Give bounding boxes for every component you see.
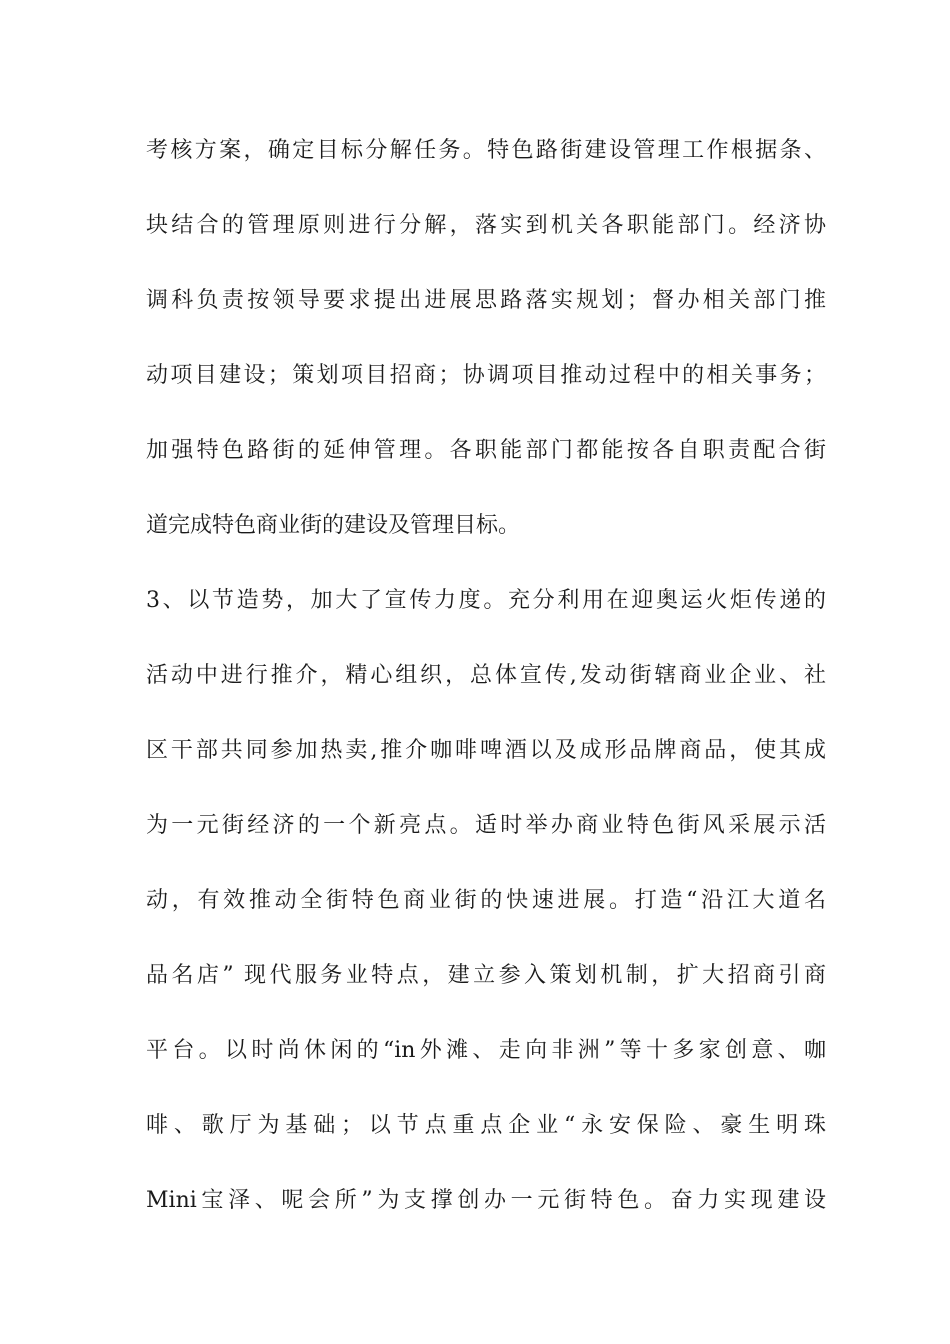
text-line-2: 块结合的管理原则进行分解，落实到机关各职能部门。经济协 bbox=[146, 213, 826, 238]
text-line-5: 加强特色路街的延伸管理。各职能部门都能按各自职责配合街 bbox=[146, 438, 826, 463]
text-line-10: 为一元街经济的一个新亮点。适时举办商业特色街风采展示活 bbox=[146, 813, 826, 838]
text-line-7: 3、以节造势，加大了宣传力度。充分利用在迎奥运火炬传递的 bbox=[146, 588, 826, 613]
text-line-1: 考核方案，确定目标分解任务。特色路街建设管理工作根据条、 bbox=[146, 138, 826, 163]
text-line-15: Mini宝泽、呢会所”为支撑创办一元街特色。奋力实现建设 bbox=[146, 1188, 826, 1213]
text-line-12: 品名店” 现代服务业特点，建立参入策划机制，扩大招商引商 bbox=[146, 963, 826, 988]
text-line-11: 动，有效推动全街特色商业街的快速进展。打造“沿江大道名 bbox=[146, 888, 826, 913]
text-line-9: 区干部共同参加热卖,推介咖啡啤酒以及成形品牌商品，使其成 bbox=[146, 738, 826, 763]
text-line-14: 啡、歌厅为基础；以节点重点企业“永安保险、豪生明珠 bbox=[146, 1113, 826, 1138]
text-line-6: 道完成特色商业街的建设及管理目标。 bbox=[146, 513, 521, 538]
text-line-4: 动项目建设；策划项目招商；协调项目推动过程中的相关事务； bbox=[146, 363, 826, 388]
text-line-8: 活动中进行推介，精心组织，总体宣传,发动街辖商业企业、社 bbox=[146, 663, 826, 688]
text-line-3: 调科负责按领导要求提出进展思路落实规划；督办相关部门推 bbox=[146, 288, 826, 313]
text-line-13: 平台。以时尚休闲的“in外滩、走向非洲”等十多家创意、咖 bbox=[146, 1038, 826, 1063]
